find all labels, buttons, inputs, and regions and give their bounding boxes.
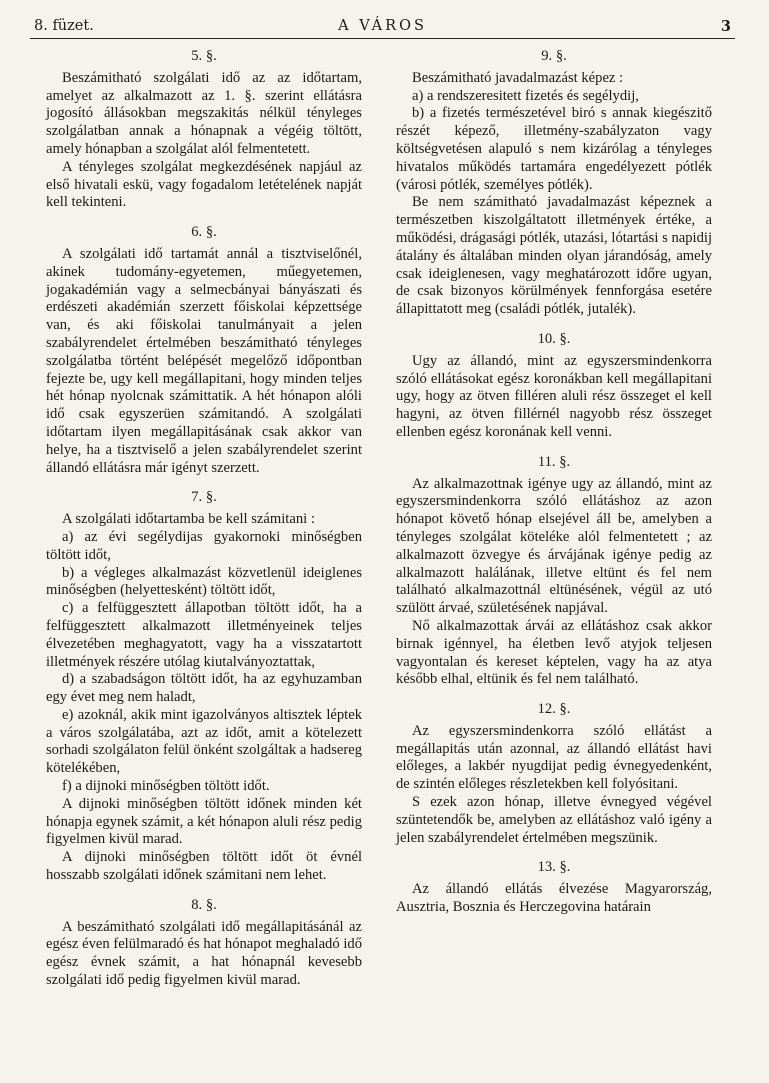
- paragraph: Az egyszersmindenkorra szóló ellátást a megállapitás után azonnal, az állandó ellátást havi előleges, a lakbér nyugdijat pedig évnegyedenként, de szintén előleges részletekben kell folyósitani.: [396, 722, 712, 793]
- list-item: d) a szabadságon töltött időt, ha az egyhuzamban egy évet meg nem haladt,: [46, 671, 362, 706]
- list-item: b) a fizetés természetével biró s annak kiegészitő részét képező, illetmény-szabályzaton vagy költségvetésen alapuló s nem kizárólag a tényleges hivatalos működés tartamára engedélyezett pótlék (városi pótlék, személyes pótlék).: [396, 105, 712, 193]
- section-heading: 13. §.: [537, 859, 571, 876]
- issue-label: 8. füzet.: [34, 18, 94, 34]
- list-item: a) az évi segélydijas gyakornoki minőségben töltött időt,: [46, 528, 362, 563]
- list-item: e) azoknál, akik mint igazolványos altisztek léptek a város szolgálatába, azt az időt, amit a kötelezett sorhadi szolgálaton felül önként szolgáltak a hadsereg kötelékében,: [46, 706, 362, 777]
- section-heading: 7. §.: [191, 489, 217, 506]
- section-heading: 9. §.: [541, 48, 567, 64]
- page-header: [30, 14, 735, 39]
- section-9: [396, 48, 712, 319]
- paragraph: A dijnoki minőségben töltött időnek minden két hónapja egynek számit, a két hónapon aluli rész pedig figyelmen kivül marad.: [46, 795, 362, 848]
- paragraph: A tényleges szolgálat megkezdésének napjául az első hivatali eskü, vagy fogadalom letételének napját kell tekinteni.: [46, 158, 362, 211]
- list-item: c) a felfüggesztett állapotban töltött időt, ha a felfüggesztett alkalmazott illetményeinek teljes élvezetében meghagyatott, vagy ha a visszatartott illetmények részére utólag kiutalványoztattak,: [46, 600, 362, 670]
- right-column: [396, 48, 712, 917]
- section-heading: 8. §.: [191, 896, 217, 913]
- paragraph: A szolgálati idő tartamát annál a tisztviselőnél, akinek tudomány-egyetemen, műegyetemen, jogakadémián vagy a selmecbányai bányászati és erdészeti akadémián szerzett főiskolai képzettsége van, és aki főiskolai tanulmányait a jelen szabályrendelet értelmében beszámitható tényleges szolgálatba történt belépését megelőző időpontban fejezte be, ugy kell megállapitani, hogy minden teljes hét hónap nyolcnak számittatik. A hét hónapon alóli idő csak egyszerüen számitandó. A szolgálati időtartam ilyen megállapitásának csak akkor van helye, ha a tisztviselő a jelen szabályrendelet szerint állandó ellátásra már igényt szerzett.: [46, 245, 362, 476]
- section-heading: 12. §.: [537, 701, 571, 718]
- page-number: 3: [720, 18, 731, 35]
- section-intro: Beszámitható javadalmazást képez :: [412, 69, 624, 86]
- paragraph: Az állandó ellátás élvezése Magyarország, Ausztria, Bosznia és Herczegovina határain: [396, 881, 712, 916]
- section-13: [396, 859, 712, 916]
- section-heading: 11. §.: [537, 453, 571, 470]
- paragraph: Nő alkalmazottak árvái az ellátáshoz csak akkor birnak igénnyel, ha életben levő atyjok teljesen vagyontalan és kereset képtelen, vagy ha az atya később elhal, eltünik és fel nem található.: [396, 617, 712, 688]
- section-intro: A szolgálati időtartamba be kell számitani :: [62, 511, 315, 528]
- paragraph: Az alkalmazottnak igénye ugy az állandó, mint az egyszersmindenkorra szóló ellátáshoz az azon hónapot követő hónap elsejével áll be, amelyben a tényleges szolgálat köteléke alól felmentetett ; az alkalmazott özvegye és árvájának igénye pedig az alkalmazott halálának, illetve eltünt és fel nem található alkalmazottnál eltünésének, végül az utó szülött árvaé, születésének napjával.: [396, 475, 712, 617]
- list-item: f) a dijnoki minőségben töltött időt.: [62, 778, 270, 795]
- paragraph: Be nem számitható javadalmazást képeznek a természetben kiszolgáltatott illetmények értéke, a működési, drágasági pótlék, utazási, lótartási s napidij átalány és általában minden olyan járandóság, amely csak ideiglenesen, vagy meghatározott időre ugyan, de csak bizonyos körülmények fennforgása esetére állapittatott meg (családi pótlék, jutalék).: [396, 194, 712, 318]
- paragraph: S ezek azon hónap, illetve évnegyed végével szüntetendők be, amelyben az ellátáshoz való igény a jelen szabályrendelet értelmében megszünik.: [396, 794, 712, 846]
- section-8: [46, 897, 362, 990]
- paragraph: Beszámitható szolgálati idő az az időtartam, amelyet az alkalmazott az 1. §. szerint ellátásra jogosító állásokban megszakitás nélkül tényleges szolgálatban annak a hónapnak a végéig töltött, amely hónapban a szolgálat alól felmentetett.: [46, 69, 362, 157]
- paragraph: Ugy az állandó, mint az egyszersmindenkorra szóló ellátásokat egész koronákban kell megállapitani ugy, hogy az ötven filléren aluli rész összeget el kell hagyni, az ötven fillérnél nagyobb rész összeget ellenben egész koronának kell venni.: [396, 352, 712, 440]
- section-12: [396, 701, 712, 847]
- section-heading: 5. §.: [191, 48, 217, 64]
- paragraph: A dijnoki minőségben töltött időt öt évnél hosszabb szolgálati időnek számitani nem lehet.: [46, 849, 362, 884]
- section-11: [396, 454, 712, 689]
- paragraph: A beszámitható szolgálati idő megállapitásánál az egész éven felülmaradó és hat hónapot meghaladó idő egész évnek számit, a hat hónapnál kevesebb szolgálati idő pedig figyelmen kivül marad.: [46, 918, 362, 989]
- section-heading: 10. §.: [537, 330, 571, 347]
- list-item: b) a végleges alkalmazást közvetlenül ideiglenes minőségben (helyettesként) töltött időt,: [46, 564, 362, 599]
- left-column: [46, 48, 362, 990]
- section-10: [396, 331, 712, 442]
- section-5: [46, 48, 362, 212]
- section-7: [46, 489, 362, 885]
- section-heading: 6. §.: [191, 224, 217, 241]
- journal-title: A VÁROS: [338, 18, 427, 34]
- list-item: a) a rendszeresitett fizetés és segélydij,: [412, 87, 639, 104]
- section-6: [46, 224, 362, 477]
